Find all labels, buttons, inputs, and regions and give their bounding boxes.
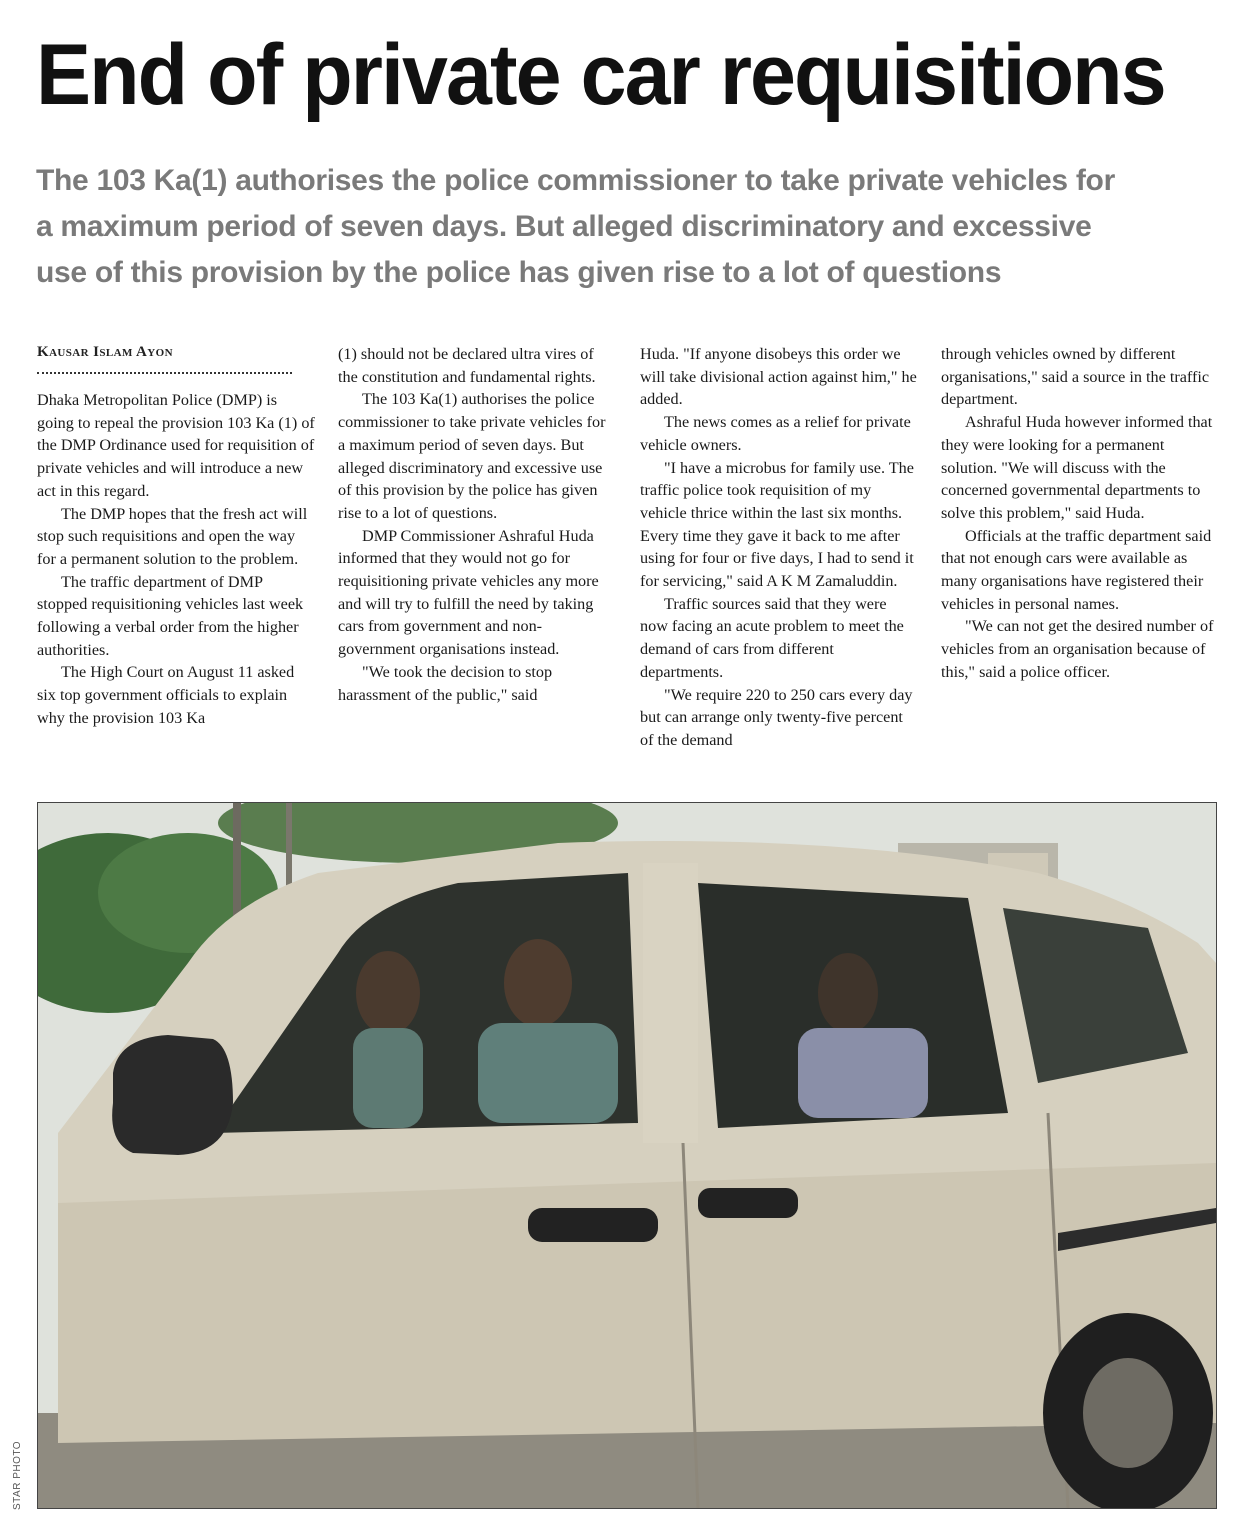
text-column-3 (640, 343, 918, 752)
paragraph: "We took the decision to stop harassment of the public," said (338, 662, 553, 704)
paragraph: Ashraful Huda however informed that they were looking for a permanent solution. "We will discuss with the concerned governmental departments to solve this problem," said Huda. (941, 413, 1213, 522)
photo-credit: STAR PHOTO (12, 1440, 23, 1510)
deck-line: The 103 Ka(1) authorises the police commissioner to take private vehicles for (36, 164, 1115, 197)
paragraph: Officials at the traffic department said that not enough cars were available as many organisations have registered their vehicles in personal names. (941, 526, 1212, 613)
paragraph: The news comes as a relief for private vehicle owners. (640, 413, 911, 454)
paragraph: through vehicles owned by different organisations," said a source in the traffic department. (941, 345, 1210, 409)
text-column-4 (941, 343, 1219, 684)
paragraph: The 103 Ka(1) authorises the police commissioner to take private vehicles for a maximum period of seven days. But alleged discriminatory and excessive use of this provision by the police has given rise to a lot of questions. (338, 390, 606, 522)
paragraph: The High Court on August 11 asked six top government officials to explain why the provision 103 Ka (37, 663, 295, 727)
paragraph: "I have a microbus for family use. The traffic police took requisition of my vehicle thrice within the last six months. Every time they gave it back to me after using for four or five days, I had to send it for servicing," said A K M Zamaluddin. (640, 458, 914, 591)
paragraph: Traffic sources said that they were now facing an acute problem to meet the demand of cars from different departments. (640, 594, 904, 681)
paragraph: The traffic department of DMP stopped requisitioning vehicles last week following a verbal order from the higher authorities. (37, 572, 304, 659)
paragraph: The DMP hopes that the fresh act will stop such requisitions and open the way for a permanent solution to the problem. (37, 504, 308, 568)
byline: Kausar Islam Ayon (37, 344, 173, 360)
deck-line: use of this provision by the police has given rise to a lot of questions (36, 256, 1002, 289)
paragraph: Huda. "If anyone disobeys this order we will take divisional action against him," he added. (640, 345, 917, 409)
text-column-1 (37, 389, 315, 730)
byline-divider (37, 372, 292, 376)
text-column-2 (338, 343, 616, 706)
paragraph: Dhaka Metropolitan Police (DMP) is going to repeal the provision 103 Ka (1) of the DMP Ordinance used for requisition of private vehicles and will introduce a new act in this regard. (37, 391, 315, 500)
deck-subheadline (36, 158, 1221, 296)
deck-line: a maximum period of seven days. But alleged discriminatory and excessive (36, 210, 1092, 243)
paragraph: "We can not get the desired number of vehicles from an organisation because of this," said a police officer. (941, 617, 1214, 681)
car-illustration (38, 803, 1216, 1508)
paragraph: DMP Commissioner Ashraful Huda informed that they would not go for requisitioning private vehicles any more and will try to fulfill the need by taking cars from government and non-government organisations instead. (338, 526, 599, 659)
news-photo (37, 802, 1217, 1509)
headline: End of private car requisitions (36, 27, 1165, 123)
paragraph: "We require 220 to 250 cars every day but can arrange only twenty-five percent of the demand (640, 685, 913, 749)
paragraph: (1) should not be declared ultra vires of the constitution and fundamental rights. (338, 345, 596, 386)
